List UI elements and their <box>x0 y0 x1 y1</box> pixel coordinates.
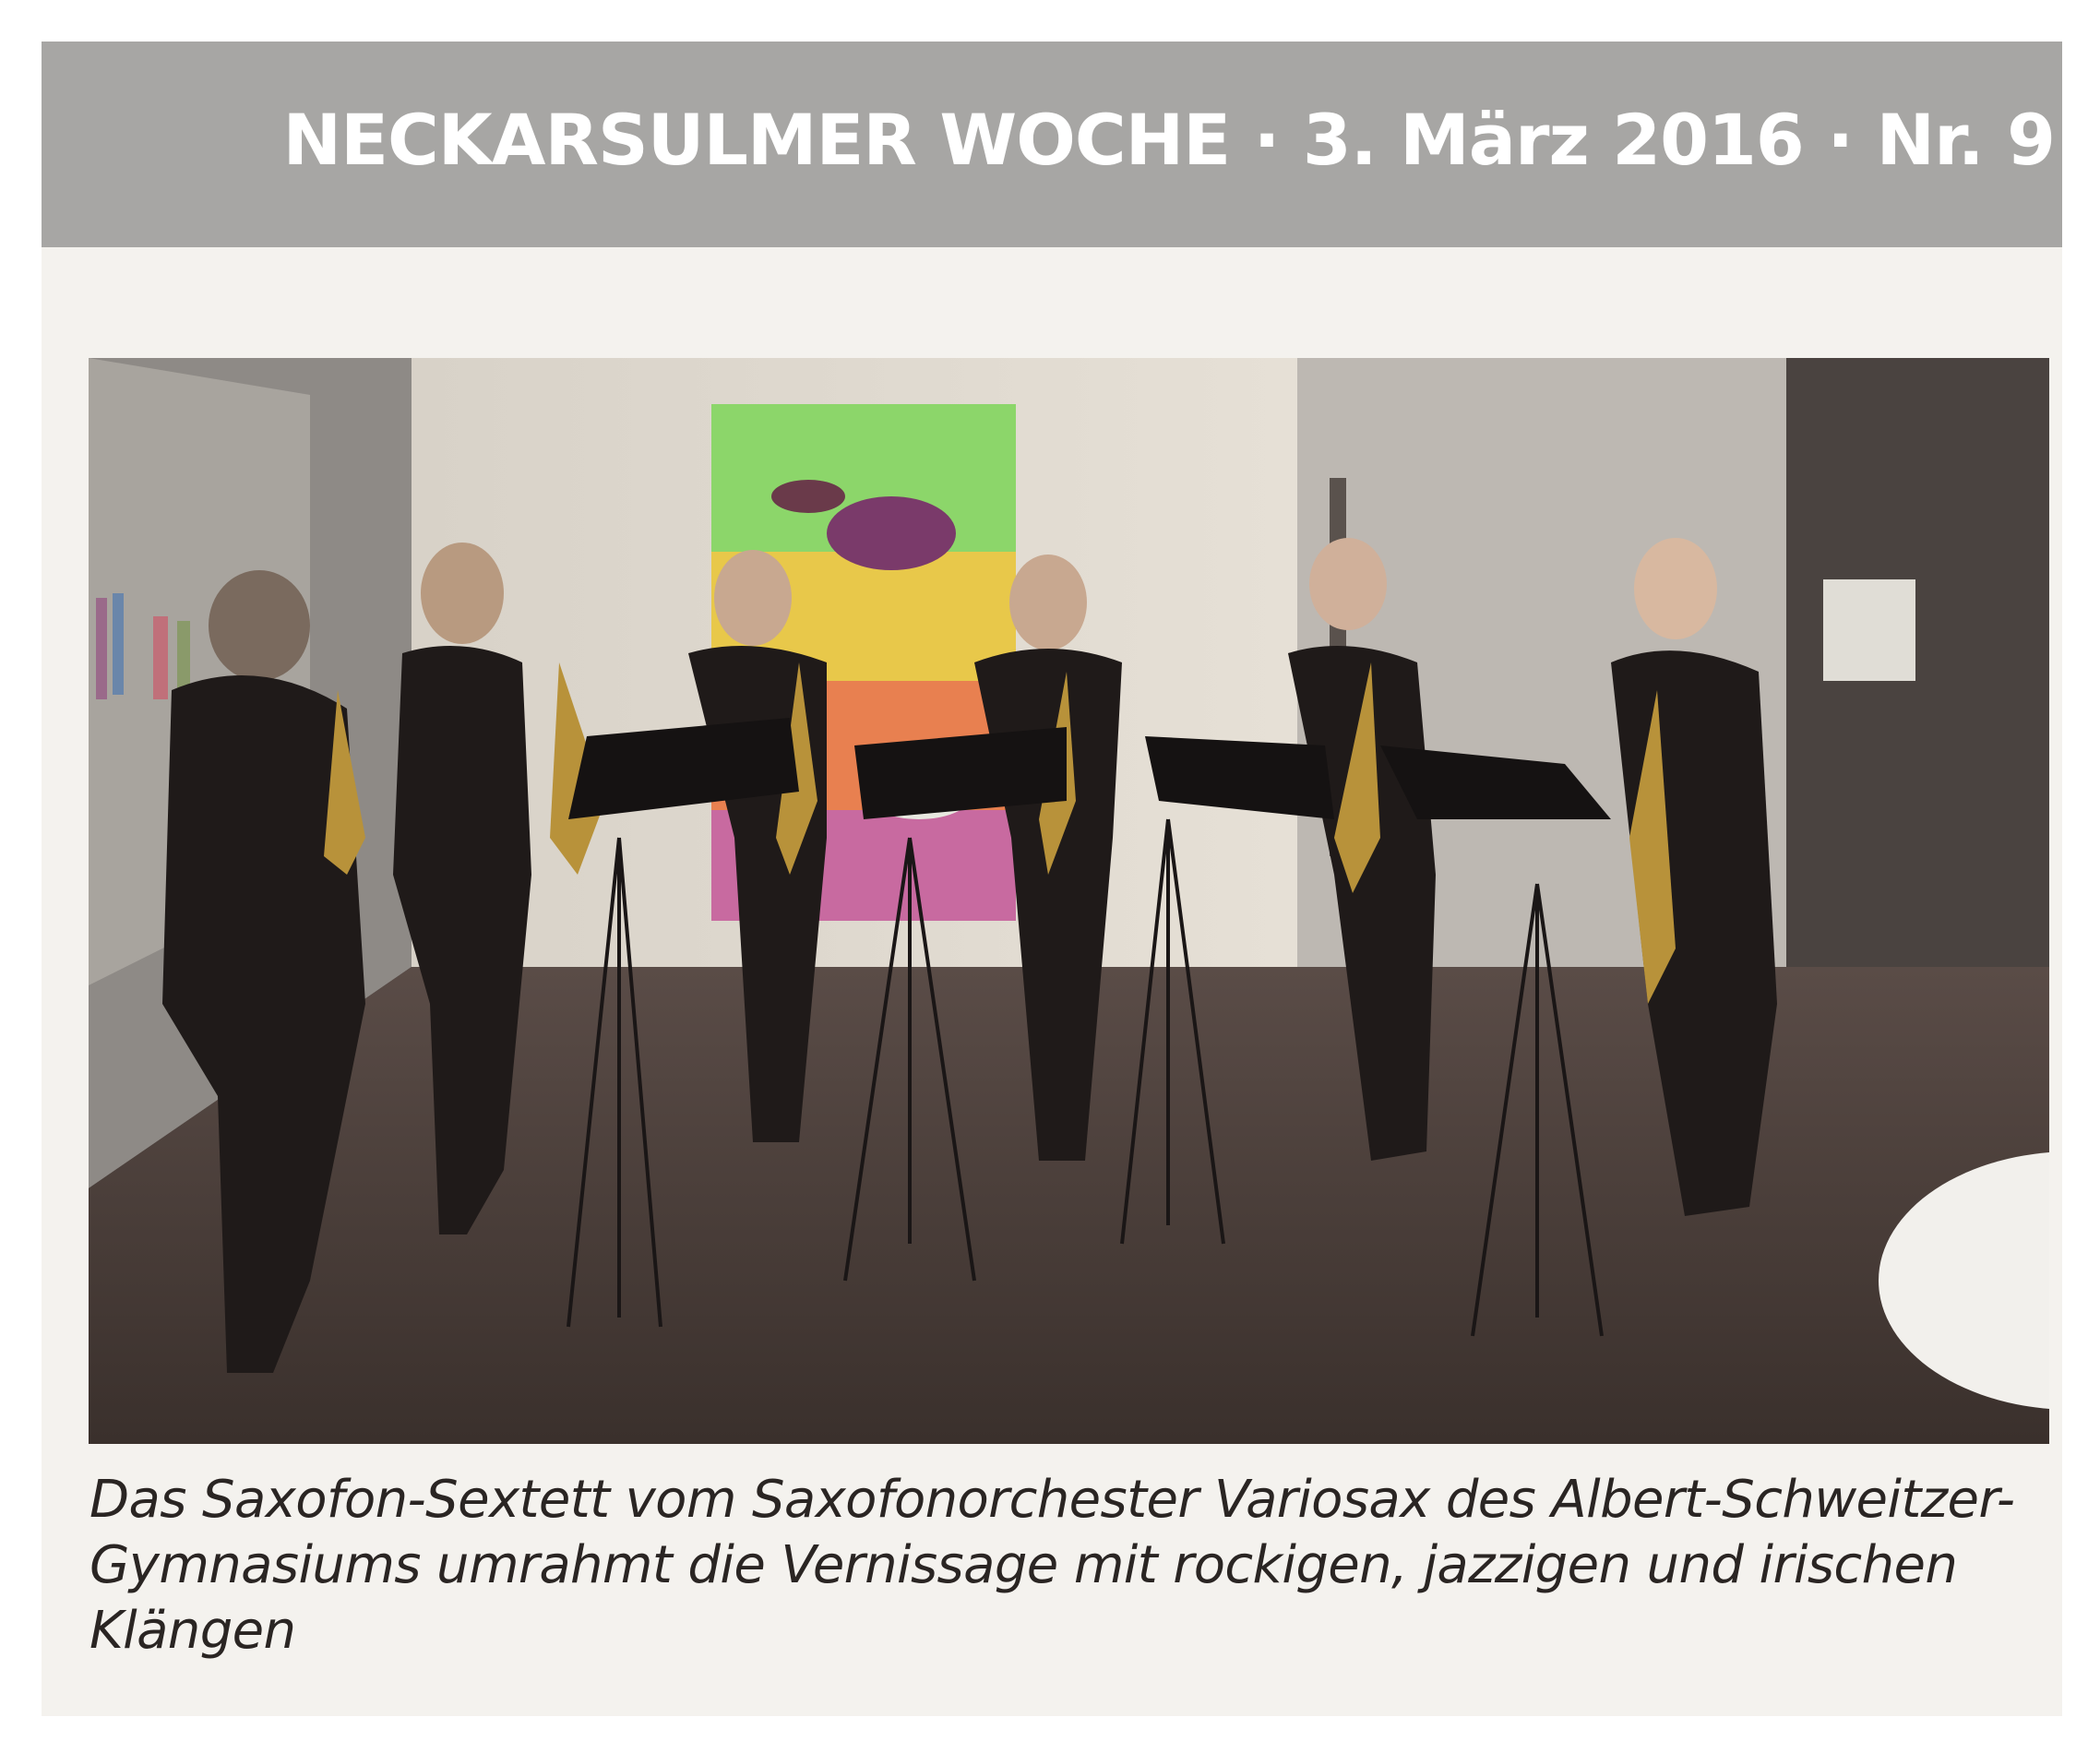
concert-photo <box>89 358 2049 1444</box>
masthead: NECKARSULMER WOCHE · 3. März 2016 · Nr. 9 <box>282 99 2055 181</box>
caption-line: Klängen <box>89 1601 296 1661</box>
caption-line: Das Saxofon-Sextett vom Saxofonorchester Variosax des Albert-Schweitzer- <box>89 1470 2015 1530</box>
caption-line: Gymnasiums umrahmt die Vernissage mit rockigen, jazzigen und irischen <box>89 1535 1958 1595</box>
header-band <box>42 42 2062 247</box>
newspaper-clipping <box>42 42 2062 1716</box>
photo-caption <box>89 1467 2064 1664</box>
